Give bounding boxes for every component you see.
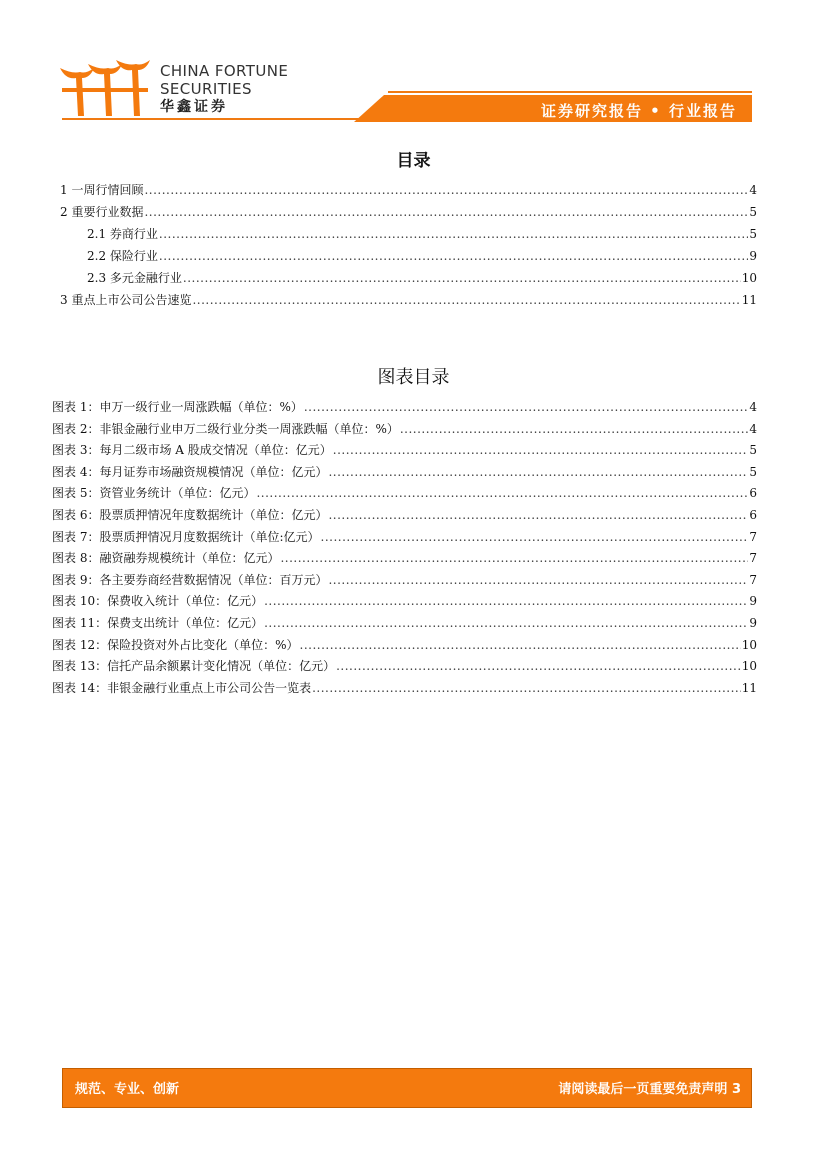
- toc-entry-leader: [159, 226, 748, 242]
- figure-entry[interactable]: [52, 464, 757, 480]
- brand-name-en-line1: CHINA FORTUNE: [160, 62, 289, 80]
- figure-entry[interactable]: [52, 615, 757, 631]
- toc-entry-leader: [192, 292, 740, 308]
- figure-entry-label: 图表 13：信托产品余额累计变化情况（单位：亿元）: [52, 659, 336, 674]
- figure-entry-page: 4: [749, 421, 757, 436]
- figure-entry[interactable]: [52, 485, 757, 501]
- figure-entry-label: 图表 5：资管业务统计（单位：亿元）: [52, 486, 256, 501]
- toc-entry-page: 11: [741, 293, 757, 307]
- figure-entry-page: 11: [741, 680, 757, 695]
- figure-entry-leader: [312, 680, 741, 696]
- toc-entry-page: 5: [749, 227, 757, 241]
- figure-entry-leader: [256, 485, 748, 501]
- page-footer: [62, 1068, 752, 1108]
- figure-entry-page: 6: [749, 486, 757, 501]
- figure-entry-leader: [264, 615, 748, 631]
- figure-entry-leader: [300, 637, 741, 653]
- figure-entry-label: 图表 11：保费支出统计（单位：亿元）: [52, 616, 264, 630]
- figure-entry-page: 9: [749, 616, 757, 630]
- company-logo-icon: [58, 58, 153, 120]
- page-header: [0, 0, 827, 130]
- figure-entry-leader: [328, 464, 748, 480]
- figure-entry[interactable]: [52, 658, 757, 674]
- figure-entry[interactable]: [52, 421, 757, 437]
- toc-entry-page: 4: [749, 183, 757, 197]
- brand-name-en-line2: SECURITIES: [160, 80, 252, 98]
- figure-entry-page: 10: [741, 659, 757, 674]
- figure-entry-leader: [304, 399, 748, 415]
- toc-title: 目录: [396, 151, 431, 171]
- figure-entry-leader: [400, 421, 748, 437]
- figure-entry-leader: [328, 572, 748, 588]
- figure-entry-page: 4: [749, 400, 757, 414]
- toc-entry-page: 10: [741, 271, 757, 285]
- figure-entry-page: 9: [749, 594, 757, 609]
- figure-entry-leader: [328, 507, 748, 523]
- figure-entry-label: 图表 3：每月二级市场 A 股成交情况（单位：亿元）: [52, 443, 332, 458]
- toc-entry[interactable]: [60, 292, 757, 308]
- figure-entry-page: 10: [741, 637, 757, 652]
- figure-entry[interactable]: [52, 529, 757, 545]
- toc-entry-page: 5: [749, 205, 757, 219]
- figure-entry-leader: [280, 550, 748, 566]
- figure-entry[interactable]: [52, 507, 757, 523]
- toc-entry-label: 2 重要行业数据: [60, 205, 144, 219]
- toc-entry-label: 3 重点上市公司公告速览: [60, 293, 192, 307]
- figure-entry-page: 7: [749, 529, 757, 544]
- figure-entry-label: 图表 2：非银金融行业申万二级行业分类一周涨跌幅（单位：%）: [52, 421, 399, 436]
- figure-entry-leader: [333, 442, 748, 458]
- figure-entry[interactable]: [52, 399, 757, 415]
- figure-entry-page: 7: [749, 551, 757, 566]
- toc-entry[interactable]: [87, 270, 757, 286]
- figure-entry-page: 7: [749, 572, 757, 587]
- toc-entry-leader: [183, 270, 741, 286]
- figure-entry-page: 5: [749, 464, 757, 479]
- figure-entry-leader: [321, 529, 749, 545]
- figure-entry-page: 5: [749, 443, 757, 458]
- footer-disclaimer-page: 请阅读最后一页重要免责声明 3: [558, 1082, 741, 1097]
- figure-entry[interactable]: [52, 637, 757, 653]
- figure-entry-label: 图表 1：申万一级行业一周涨跌幅（单位：%）: [52, 400, 303, 414]
- figure-entry-label: 图表 6：股票质押情况年度数据统计（单位：亿元）: [52, 508, 328, 522]
- toc-entry-leader: [144, 182, 748, 198]
- figure-entry[interactable]: [52, 442, 757, 458]
- header-rule-right: [388, 91, 752, 93]
- toc-entry[interactable]: [87, 226, 757, 242]
- figure-entry-leader: [336, 658, 741, 674]
- toc-entry-label: 1 一周行情回顾: [60, 183, 144, 197]
- brand-name-cn: 华鑫证券: [160, 99, 228, 115]
- footer-slogan: 规范、专业、创新: [75, 1082, 180, 1097]
- figures-title: 图表目录: [377, 367, 450, 388]
- figure-entry-label: 图表 12：保险投资对外占比变化（单位：%）: [52, 637, 299, 652]
- figure-entry-leader: [264, 593, 748, 609]
- toc-entry-leader: [144, 204, 748, 220]
- figure-entry-label: 图表 9：各主要券商经营数据情况（单位：百万元）: [52, 572, 328, 587]
- figure-entry-page: 6: [749, 508, 757, 522]
- figure-entry[interactable]: [52, 593, 757, 609]
- toc-entry-leader: [159, 248, 748, 264]
- header-rule-left: [62, 118, 362, 120]
- toc-entry-page: 9: [749, 249, 757, 263]
- toc-entry-label: 2.1 券商行业: [87, 227, 158, 241]
- toc-entry-label: 2.3 多元金融行业: [87, 271, 182, 285]
- brand-block: [160, 62, 288, 116]
- figure-entry-label: 图表 4：每月证券市场融资规模情况（单位：亿元）: [52, 464, 328, 479]
- toc-entry-label: 2.2 保险行业: [87, 249, 158, 263]
- figure-entry-label: 图表 10：保费收入统计（单位：亿元）: [52, 594, 264, 609]
- toc-entry[interactable]: [87, 248, 757, 264]
- figure-entry-label: 图表 14：非银金融行业重点上市公司公告一览表: [52, 680, 312, 695]
- toc-entry[interactable]: [60, 204, 757, 220]
- figure-entry[interactable]: [52, 550, 757, 566]
- figure-entry-label: 图表 8：融资融券规模统计（单位：亿元）: [52, 551, 280, 566]
- report-type: 证券研究报告 • 行业报告: [540, 102, 737, 120]
- toc-entry[interactable]: [60, 182, 757, 198]
- figure-entry[interactable]: [52, 680, 757, 696]
- figure-entry[interactable]: [52, 572, 757, 588]
- figure-entry-label: 图表 7：股票质押情况月度数据统计（单位:亿元）: [52, 529, 320, 544]
